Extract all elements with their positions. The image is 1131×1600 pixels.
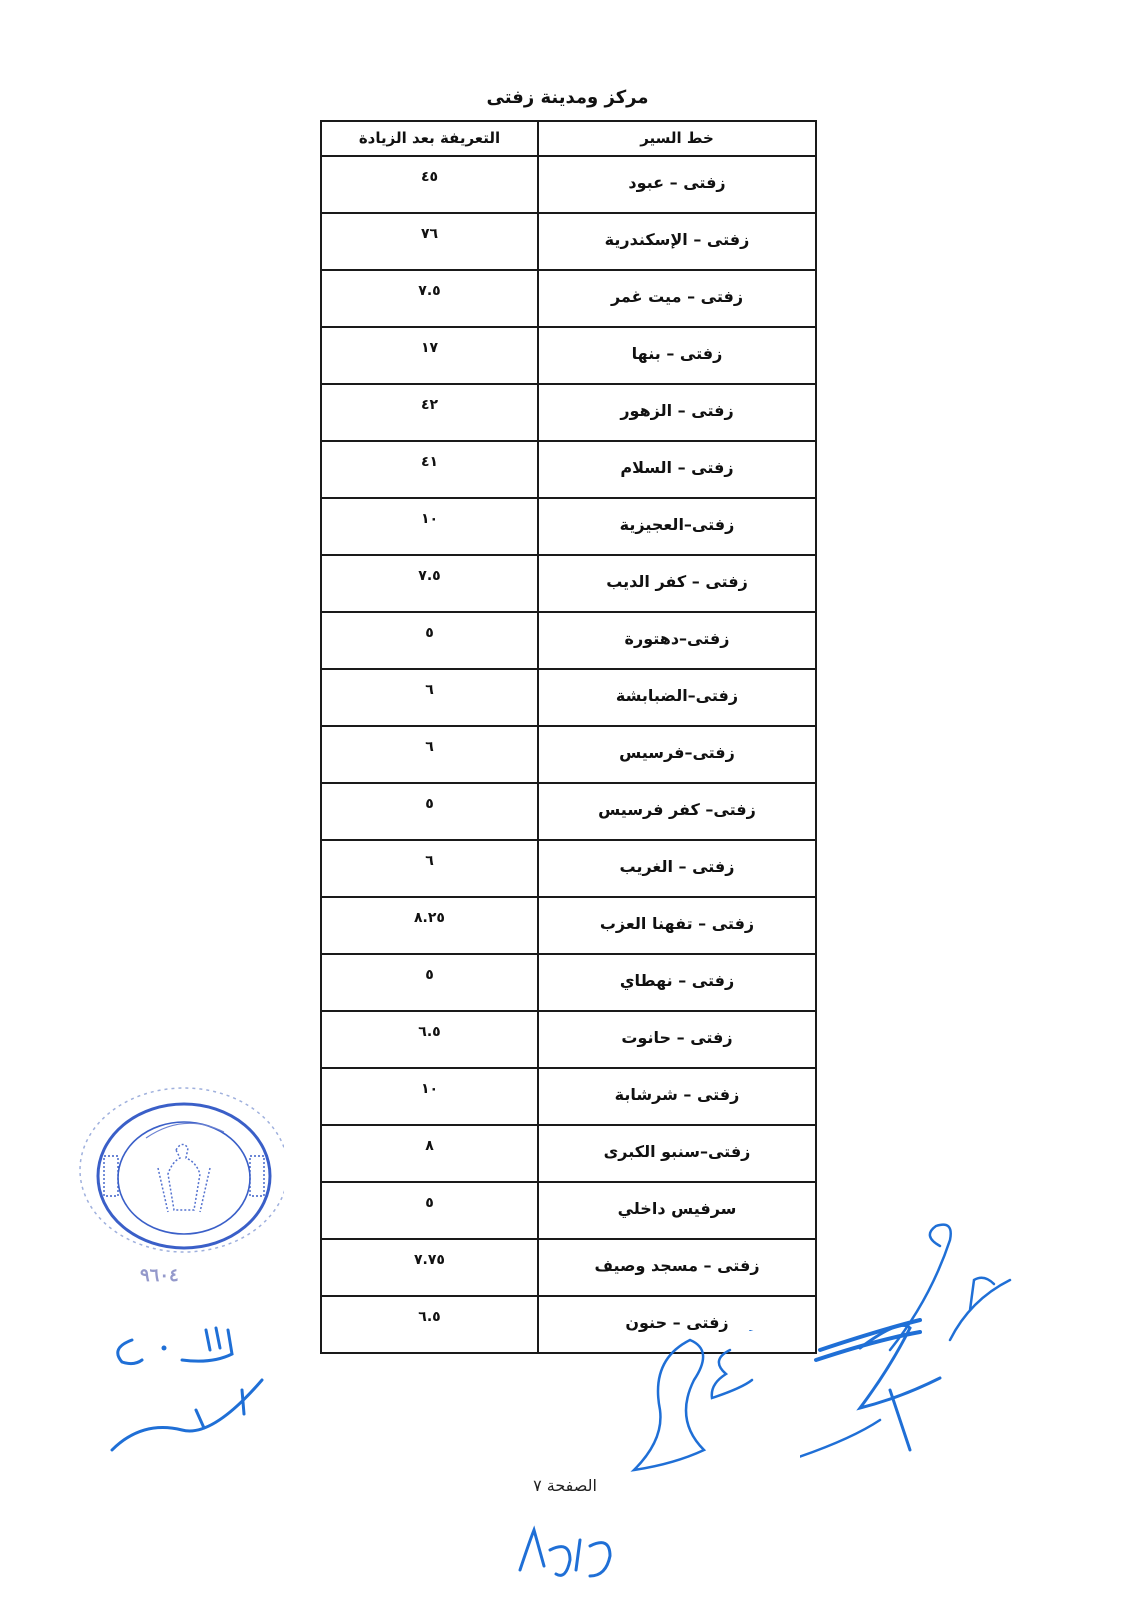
route-cell: سرفيس داخلي [538, 1182, 816, 1239]
fare-cell: ٨ [321, 1125, 538, 1182]
fare-cell: ٦ [321, 669, 538, 726]
signature-right [800, 1200, 1030, 1510]
fare-cell: ٦ [321, 726, 538, 783]
fare-cell: ٧.٥ [321, 270, 538, 327]
table-row [321, 783, 816, 840]
stamp-serial: ٩٦٠٤ [140, 1265, 179, 1286]
page-title: مركز ومدينة زفتى [486, 87, 649, 108]
table-row [321, 384, 816, 441]
table-row [321, 498, 816, 555]
fare-cell: ٦ [321, 840, 538, 897]
route-cell: زفتى – حنون [538, 1296, 816, 1353]
table-body [321, 156, 816, 1353]
table-header-row [321, 121, 816, 156]
table-row [321, 840, 816, 897]
route-cell: زفتى–سنبو الكبرى [538, 1125, 816, 1182]
fare-cell: ٤٥ [321, 156, 538, 213]
fare-cell: ١٠ [321, 498, 538, 555]
route-cell: زفتى–فرسيس [538, 726, 816, 783]
table-row [321, 726, 816, 783]
route-cell: زفتى–الضبابشة [538, 669, 816, 726]
route-cell: زفتى – تفهنا العزب [538, 897, 816, 954]
header-route: خط السير [538, 121, 816, 156]
fare-cell: ٧٦ [321, 213, 538, 270]
signature-center [630, 1330, 790, 1480]
table-row [321, 612, 816, 669]
route-cell: زفتى – الإسكندرية [538, 213, 816, 270]
fare-cell: ٨.٢٥ [321, 897, 538, 954]
header-fare: التعريفة بعد الزيادة [321, 121, 538, 156]
table-row [321, 1239, 816, 1296]
route-cell: زفتى – الغريب [538, 840, 816, 897]
table-row [321, 441, 816, 498]
table-row [321, 327, 816, 384]
table-row [321, 897, 816, 954]
route-cell: زفتى – حانوت [538, 1011, 816, 1068]
table-row [321, 1011, 816, 1068]
route-cell: زفتى – نهطاي [538, 954, 816, 1011]
fare-cell: ١٠ [321, 1068, 538, 1125]
fare-cell: ٦.٥ [321, 1011, 538, 1068]
route-cell: زفتى – ميت غمر [538, 270, 816, 327]
fare-cell: ٦.٥ [321, 1296, 538, 1353]
fare-cell: ٥ [321, 783, 538, 840]
page-number: الصفحة ٧ [533, 1476, 597, 1495]
table-row [321, 1182, 816, 1239]
route-cell: زفتى– كفر فرسيس [538, 783, 816, 840]
table-row [321, 1125, 816, 1182]
table-row [321, 669, 816, 726]
table-row [321, 555, 816, 612]
table-row [321, 156, 816, 213]
fare-cell: ٥ [321, 1182, 538, 1239]
signature-left [92, 1290, 292, 1460]
fare-table [320, 120, 817, 1354]
fare-cell: ٥ [321, 954, 538, 1011]
table-row [321, 270, 816, 327]
eagle-seal-icon [64, 1068, 284, 1258]
route-cell: زفتى – بنها [538, 327, 816, 384]
route-cell: زفتى – شرشابة [538, 1068, 816, 1125]
table-row [321, 213, 816, 270]
fare-cell: ٥ [321, 612, 538, 669]
table-row [321, 1068, 816, 1125]
fare-cell: ٤١ [321, 441, 538, 498]
fare-cell: ٧.٧٥ [321, 1239, 538, 1296]
route-cell: زفتى – السلام [538, 441, 816, 498]
signature-bottom [500, 1520, 630, 1590]
route-cell: زفتى – كفر الديب [538, 555, 816, 612]
official-stamp [64, 1068, 284, 1258]
fare-cell: ١٧ [321, 327, 538, 384]
route-cell: زفتى – مسجد وصيف [538, 1239, 816, 1296]
route-cell: زفتى – الزهور [538, 384, 816, 441]
route-cell: زفتى–دهتورة [538, 612, 816, 669]
fare-cell: ٧.٥ [321, 555, 538, 612]
table-row [321, 954, 816, 1011]
route-cell: زفتى–العجيزية [538, 498, 816, 555]
route-cell: زفتى – عبود [538, 156, 816, 213]
fare-cell: ٤٢ [321, 384, 538, 441]
